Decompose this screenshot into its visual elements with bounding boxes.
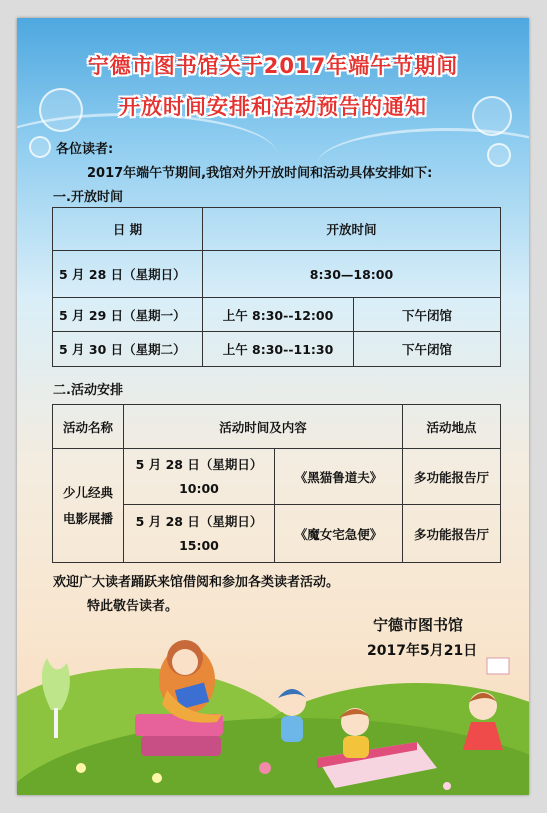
signature-date: 2017年5月21日 [367, 643, 478, 659]
greeting: 各位读者: [56, 142, 114, 157]
activity-time: 15:00 [179, 537, 219, 553]
header-activity-time: 活动时间及内容 [124, 405, 403, 449]
title-line-2: 开放时间安排和活动预告的通知 [119, 95, 427, 119]
table-row [53, 298, 501, 332]
closing-notice: 特此敬告读者。 [87, 599, 179, 614]
morning-cell: 上午 8:30--11:30 [203, 332, 354, 367]
activity-table [52, 404, 501, 563]
closing-welcome: 欢迎广大读者踊跃来馆借阅和参加各类读者活动。 [53, 575, 340, 590]
table-row [53, 251, 501, 298]
flag-icon [487, 658, 509, 674]
title-line-1: 宁德市图书馆关于2017年端午节期间 [87, 54, 459, 78]
table-row [53, 449, 501, 505]
reading-children-illustration [17, 618, 529, 795]
afternoon-cell: 下午闭馆 [354, 332, 501, 367]
activity-time-cell [124, 449, 275, 505]
activity-name-line-1: 少儿经典 [62, 484, 113, 500]
intro-text: 2017年端午节期间,我馆对外开放时间和活动具体安排如下: [87, 166, 433, 181]
time-cell: 8:30—18:00 [203, 251, 501, 298]
activity-name-cell [53, 449, 124, 563]
place-cell: 多功能报告厅 [403, 449, 501, 505]
afternoon-cell: 下午闭馆 [354, 298, 501, 332]
date-cell: 5 月 29 日（星期一） [53, 298, 203, 332]
tree-icon [42, 658, 70, 710]
notice-poster [17, 18, 529, 795]
header-date: 日 期 [53, 208, 203, 251]
header-activity-name: 活动名称 [53, 405, 124, 449]
activity-time-cell [124, 505, 275, 563]
section-activities: 二.活动安排 [53, 383, 123, 398]
activity-date: 5 月 28 日（星期日） [135, 513, 263, 529]
header-activity-place: 活动地点 [403, 405, 501, 449]
section-open-hours: 一.开放时间 [53, 190, 123, 205]
activity-date: 5 月 28 日（星期日） [135, 456, 263, 472]
open-hours-table [52, 207, 501, 367]
date-cell: 5 月 30 日（星期二） [53, 332, 203, 367]
film-title-cell: 《魔女宅急便》 [275, 505, 403, 563]
activity-time: 10:00 [179, 480, 219, 496]
morning-cell: 上午 8:30--12:00 [203, 298, 354, 332]
place-cell: 多功能报告厅 [403, 505, 501, 563]
header-open-time: 开放时间 [203, 208, 501, 251]
film-title-cell: 《黑猫鲁道夫》 [275, 449, 403, 505]
table-row [53, 332, 501, 367]
activity-name-line-2: 电影展播 [62, 510, 113, 526]
date-cell: 5 月 28 日（星期日） [53, 251, 203, 298]
signature-org: 宁德市图书馆 [373, 616, 464, 634]
